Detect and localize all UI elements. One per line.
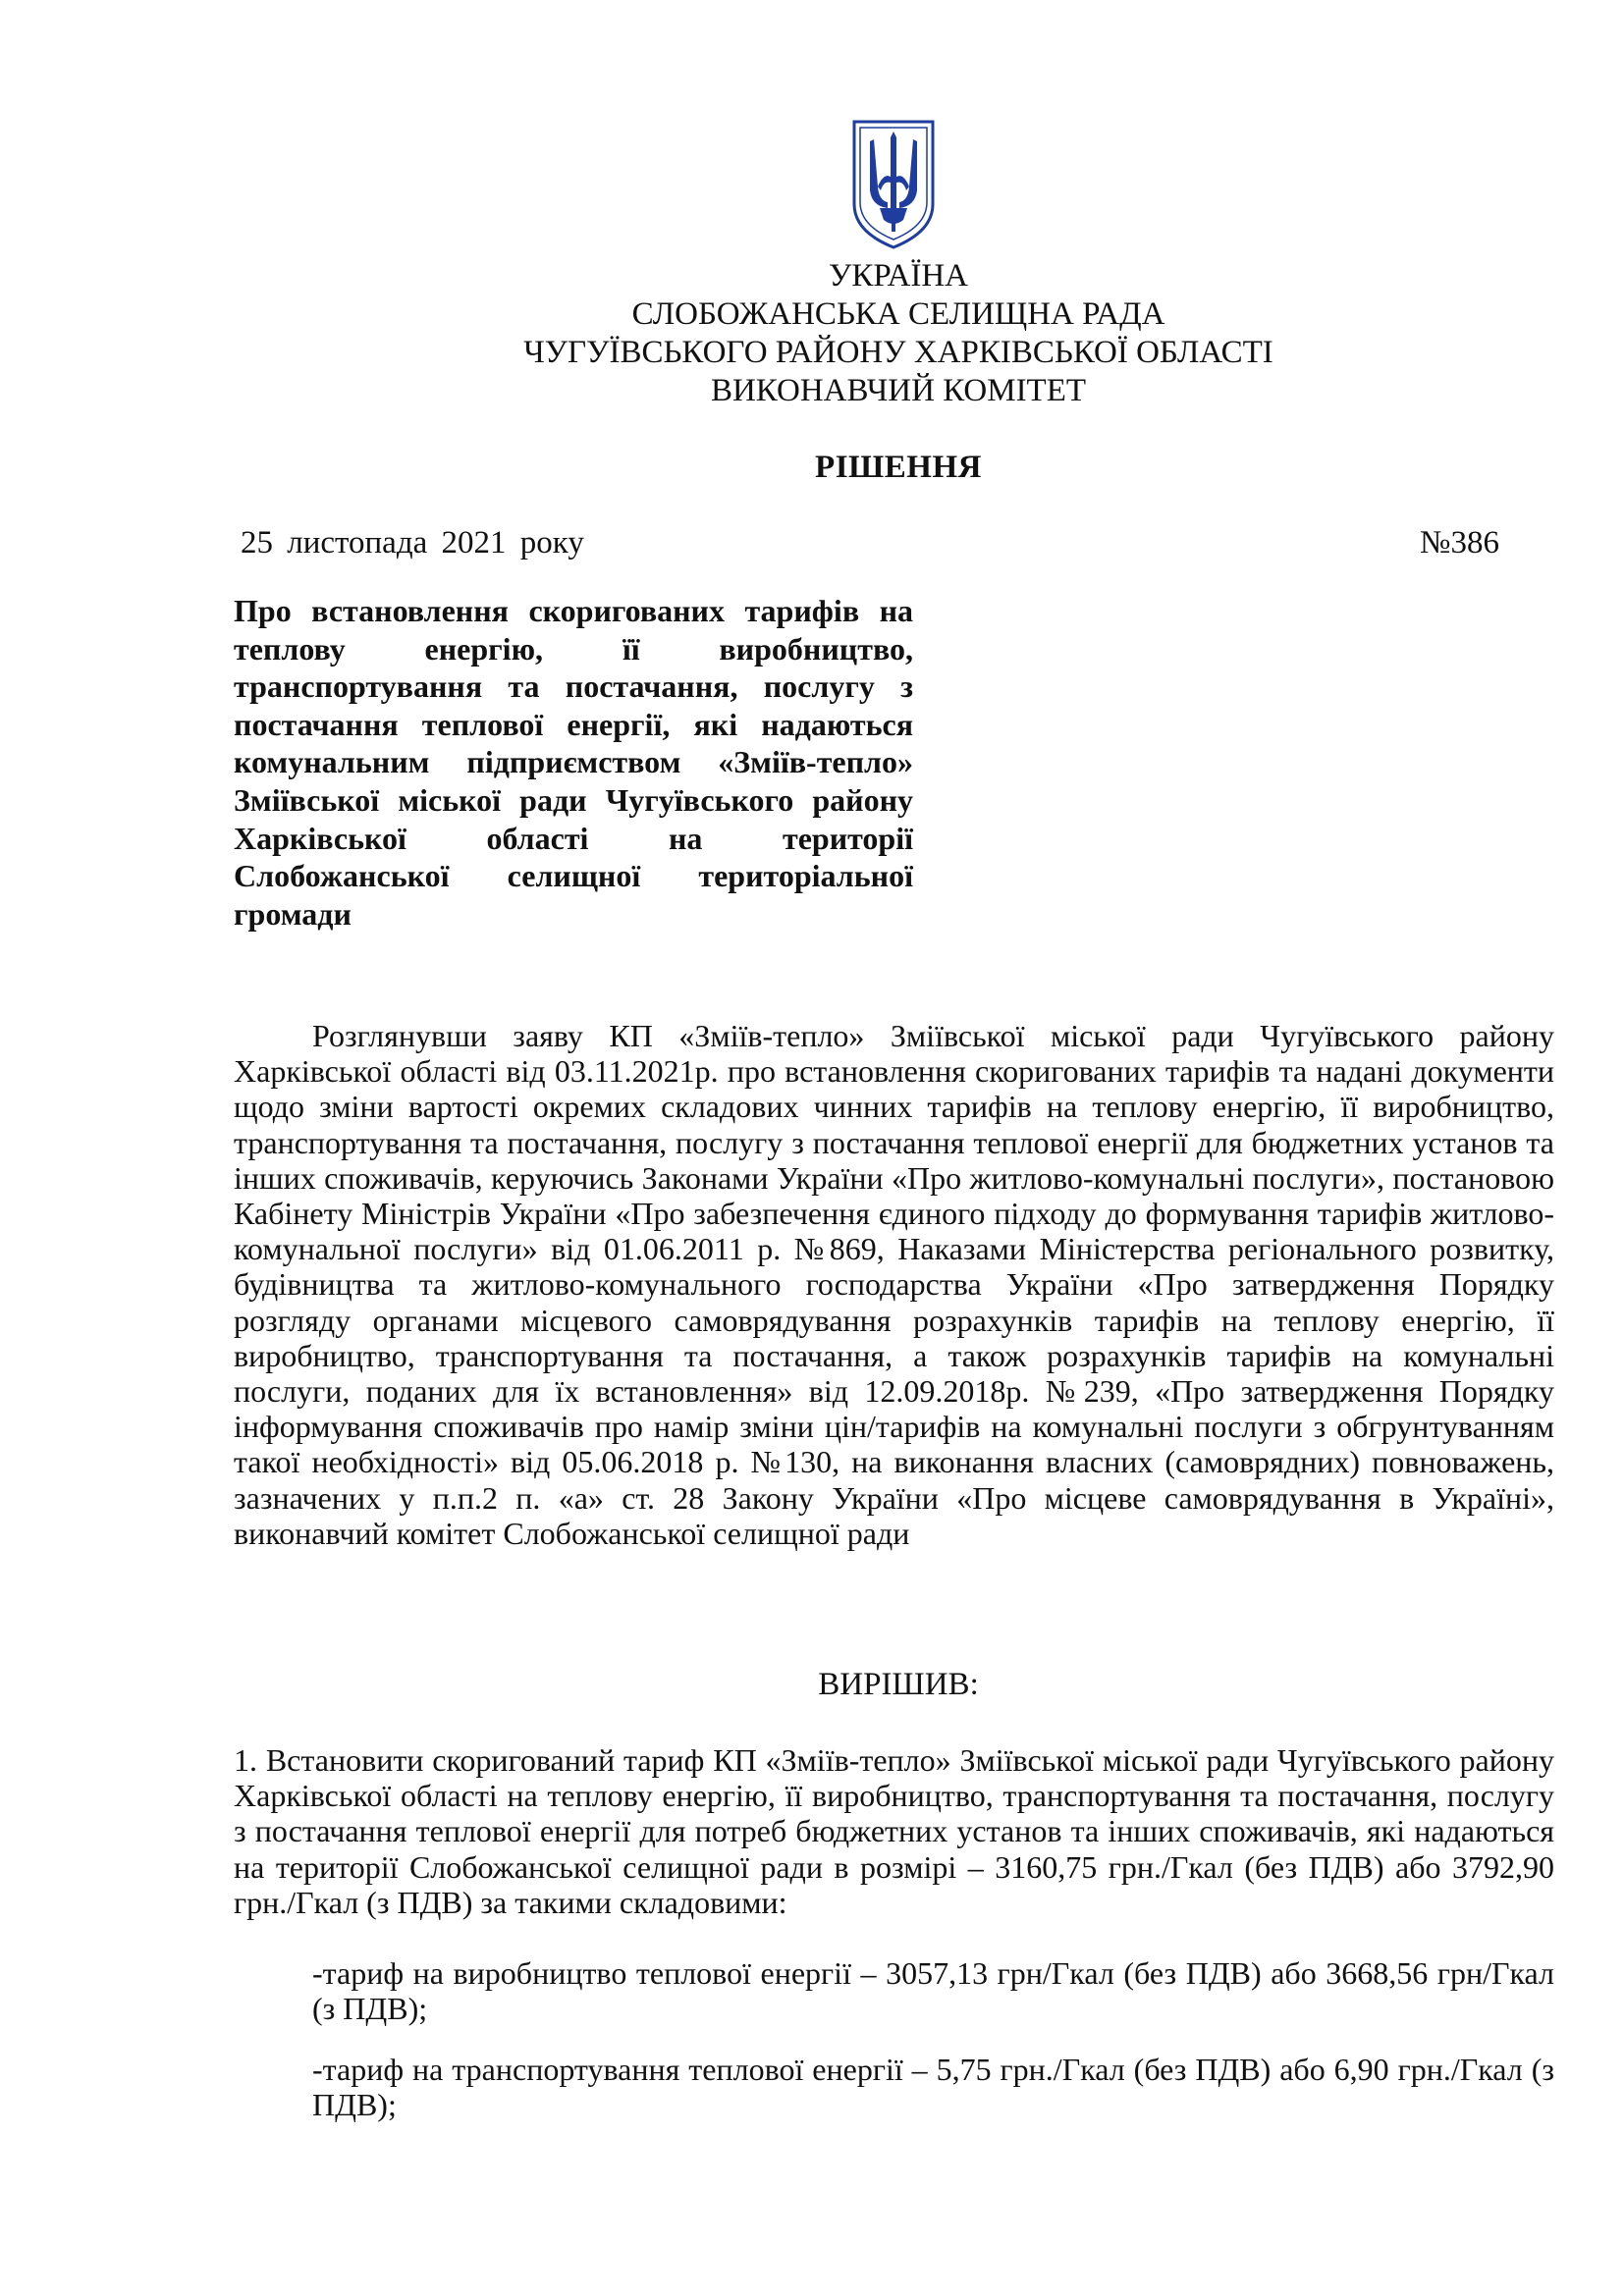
document-subject: Про встановлення скоригованих тарифів на теплову енергію, її виробництво, транспортування та постачання, послугу з постачання теплової енергії, які надаються комунальним підприємством «Зміїв-тепло» Зміївської міської ради Чугуївського району Харківської області на території Слобожанської селищної територіальної громади — [234, 593, 913, 932]
decision-item-1: 1. Встановити скоригований тариф КП «Зміїв-тепло» Зміївської міської ради Чугуївського району Харківської області на теплову енергію, її виробництво, транспортування та постачання, послугу з постачання теплової енергії для потреб бюджетних установ та інших споживачів, які надаються на території Слобожанської селищної ради в розмірі – 3160,75 грн./Гкал (без ПДВ) або 3792,90 грн./Гкал (з ПДВ) за такими складовими: — [234, 1742, 1554, 1920]
coat-of-arms-trident-icon — [848, 118, 939, 251]
tariff-production: -тариф на виробництво теплової енергії – 3057,13 грн/Гкал (без ПДВ) або 3668,56 грн/Гкал (з ПДВ); — [312, 1955, 1554, 2027]
header-committee: ВИКОНАВЧИЙ КОМІТЕТ — [710, 373, 1087, 408]
tariff-transportation: -тариф на транспортування теплової енергії – 5,75 грн./Гкал (без ПДВ) або 6,90 грн./Гкал (з ПДВ); — [312, 2052, 1554, 2123]
header-council: СЛОБОЖАНСЬКА СЕЛИЩНА РАДА — [631, 296, 1165, 332]
resolved-heading: ВИРІШИВ: — [818, 1667, 979, 1702]
header-district: ЧУГУЇВСЬКОГО РАЙОНУ ХАРКІВСЬКОЇ ОБЛАСТІ — [523, 335, 1273, 370]
issuer-header — [0, 257, 1624, 410]
preamble-paragraph: Розглянувши заяву КП «Зміїв-тепло» Зміївської міської ради Чугуївського району Харківської області від 03.11.2021р. про встановлення скоригованих тарифів та надані документи щодо зміни вартості окремих складових чинних тарифів на теплову енергію, її виробництво, транспортування та постачання, послугу з постачання теплової енергії для бюджетних установ та інших споживачів, керуючись Законами України «Про житлово-комунальні послуги», постановою Кабінету Міністрів України «Про забезпечення єдиного підходу до формування тарифів житлово-комунальної послуги» від 01.06.2011 р. №869, Наказами Міністерства регіонального розвитку, будівництва та житлово-комунального господарства України «Про затвердження Порядку розгляду органами місцевого самоврядування розрахунків тарифів на теплову енергію, її виробництво, транспортування та постачання, а також розрахунків тарифів на комунальні послуги, поданих для їх встановлення» від 12.09.2018р. №239, «Про затвердження Порядку інформування споживачів про намір зміни цін/тарифів на комунальні послуги з обгрунтуванням такої необхідності» від 05.06.2018 р. №130, на виконання власних (самоврядних) повноважень, зазначених у п.п.2 п. «а» ст. 28 Закону України «Про місцеве самоврядування в Україні», виконавчий комітет Слобожанської селищної ради — [234, 1018, 1554, 1551]
header-country: УКРАЇНА — [829, 258, 968, 294]
document-title: РІШЕННЯ — [815, 450, 982, 485]
document-number: №386 — [1420, 525, 1499, 561]
document-date: 25 листопада 2021 року — [241, 525, 584, 561]
